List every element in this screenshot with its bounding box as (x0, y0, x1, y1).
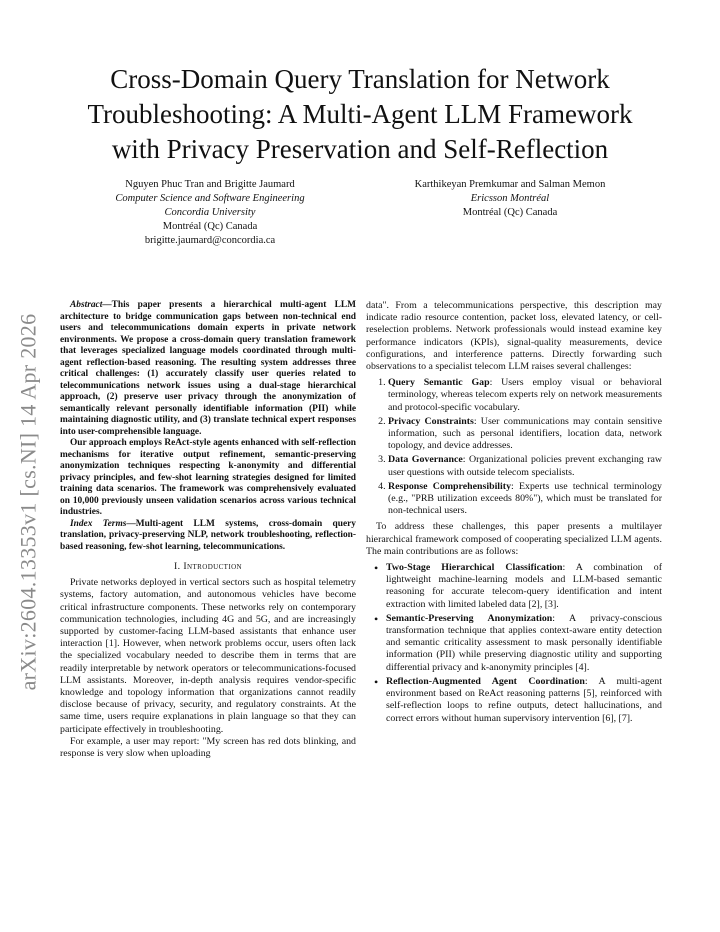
challenge-text: : Users employ visual or behavioral terminology, whereas telecom experts rely on network measurements and protocol-specific vocabulary. (388, 377, 663, 413)
abstract-label: Abstract (70, 300, 103, 310)
challenge-item (388, 454, 662, 478)
author-department: Computer Science and Software Engineering (115, 193, 305, 204)
challenge-title: Data Governance (388, 454, 463, 466)
challenge-title: Privacy Constraints (388, 415, 474, 427)
challenge-item (388, 377, 662, 414)
contributions-intro: To address these challenges, this paper presents a multilayer hierarchical framework composed of cooperating specialized LLM agents. The main contributions are as follows: (366, 521, 662, 557)
challenge-item (388, 416, 662, 453)
abstract (60, 300, 356, 553)
paper-title (60, 62, 660, 167)
left-column (60, 300, 356, 760)
arxiv-stamp-text: arXiv:2604.13353v1 [cs.NI] 14 Apr 2026 (15, 313, 41, 691)
title-line: with Privacy Preservation and Self-Reflection (111, 134, 609, 164)
index-terms (60, 519, 356, 554)
author-names: Nguyen Phuc Tran and Brigitte Jaumard (125, 179, 295, 190)
author-block (360, 178, 660, 248)
challenge-list (366, 377, 662, 517)
contribution-item (386, 562, 662, 611)
contribution-title: Reflection-Augmented Agent Coordination (386, 675, 585, 687)
challenge-title: Response Comprehensibility (388, 480, 512, 492)
title-line: Cross-Domain Query Translation for Network (110, 64, 610, 94)
index-terms-text: —Multi-agent LLM systems, cross-domain query translation, privacy-preserving NLP, network troubleshooting, reflection-based reasoning, few-shot learning, telecommunications. (60, 518, 356, 552)
author-email: brigitte.jaumard@concordia.ca (144, 235, 276, 246)
author-block (60, 178, 360, 248)
abstract-text: —This paper presents a hierarchical multi-agent LLM architecture to bridge communication gaps between non-technical end users and telecommunications domain experts in private network environments. We propose a cross-domain query translation framework that leverages specialized language models coordinated through multi-agent reflection-based reasoning. The resulting system addresses three critical challenges: (1) accurately classify user queries related to telecommunications network issues using a dual-stage hierarchical approach, (2) preserve user privacy through the anonymization of semantically relevant personally identifiable information (PII) while maintaining diagnostic utility, and (3) translate technical expert responses into user-comprehensible language. (60, 300, 356, 437)
contribution-item (386, 613, 662, 674)
abstract-paragraph: Our approach employs ReAct-style agents enhanced with self-reflection mechanisms for iterative output refinement, semantic-preserving anonymization techniques respecting k-anonymity and differential privacy principles, and few-shot learning strategies designed for limited training data scenarios. The framework was comprehensively evaluated on 10,000 previously unseen validation scenarios across various technical industries. (60, 438, 356, 517)
contribution-text: : A multi-agent environment based on ReAct reasoning patterns [5], reinforced with self-reflection loops to refine outputs, detect hallucinations, and correct errors without human supervisory intervention [6], [7]. (386, 675, 662, 724)
author-names: Karthikeyan Premkumar and Salman Memon (414, 179, 606, 190)
author-list (60, 178, 660, 248)
contribution-title: Semantic-Preserving Anonymization (386, 612, 553, 624)
challenge-text: : Organizational policies prevent exchanging raw user questions with outside telecom specialists. (388, 454, 662, 478)
arxiv-stamp (6, 262, 50, 742)
author-organization: Ericsson Montréal (470, 193, 550, 204)
intro-paragraph: For example, a user may report: "My screen has red dots blinking, and response is very slow when uploading (60, 735, 356, 760)
contribution-title: Two-Stage Hierarchical Classification (386, 562, 563, 574)
contribution-text: : A privacy-conscious transformation technique that applies context-aware entity detection and semantic criticality assessment to mask personally identifiable information (PII) while preserving diagnostic utility and supporting differential privacy and k-anonymity principles [4]. (386, 612, 662, 673)
challenge-text: : User communications may contain sensitive information, such as personal identifiers, location data, network topology, and device addresses. (388, 415, 663, 452)
section-title: Introduction (183, 561, 242, 572)
author-location: Montréal (Qc) Canada (462, 207, 558, 218)
abstract-paragraph (60, 300, 356, 438)
author-location: Montréal (Qc) Canada (162, 221, 258, 232)
right-column (366, 300, 662, 727)
contribution-list (366, 562, 662, 725)
challenge-text: : Experts use technical terminology (e.g., "PRB utilization exceeds 80%"), which must be translated for non-technical users. (388, 480, 662, 517)
contribution-text: : A combination of lightweight machine-learning models and LLM-based semantic reasoning for accurate telecom-query identification and intent extraction with limited labeled data [2], [3]. (386, 562, 663, 610)
section-heading (60, 561, 356, 573)
intro-paragraph-continued: data". From a telecommunications perspective, this description may indicate radio resource contention, packet loss, elevated latency, or cell-reselection problems. Network professionals would instead examine key performance indicators (KPIs), signal-quality measurements, device configurations, and interference patterns. Directly forwarding such observations to a specialist telecom LLM raises several challenges: (366, 300, 662, 373)
challenge-title: Query Semantic Gap (388, 377, 490, 389)
index-terms-label: Index Terms (70, 518, 127, 529)
challenge-item (388, 481, 662, 518)
section-numeral: I. (174, 561, 181, 572)
intro-paragraph: Private networks deployed in vertical sectors such as hospital telemetry systems, factory automation, and autonomous vehicles have become critical infrastructure components. These networks rely on contemporary communication technologies, including 4G and 5G, and are increasingly supported by customer-facing LLM-based assistants that enhance user interaction [1]. However, when network problems occur, users often lack the specialized vocabulary needed to describe them in terms that are readily interpretable by network operators or telecommunications-focused LLM assistants. Moreover, in-depth analysis requires vendor-specific knowledge and topology information that organizations cannot readily disclose because of privacy, security, and regulatory constraints. At the same time, users require explanations in plain language so that they can participate effectively in troubleshooting. (60, 577, 356, 735)
contribution-item (386, 676, 662, 725)
author-organization: Concordia University (164, 207, 256, 218)
title-line: Troubleshooting: A Multi-Agent LLM Framework (87, 99, 633, 129)
